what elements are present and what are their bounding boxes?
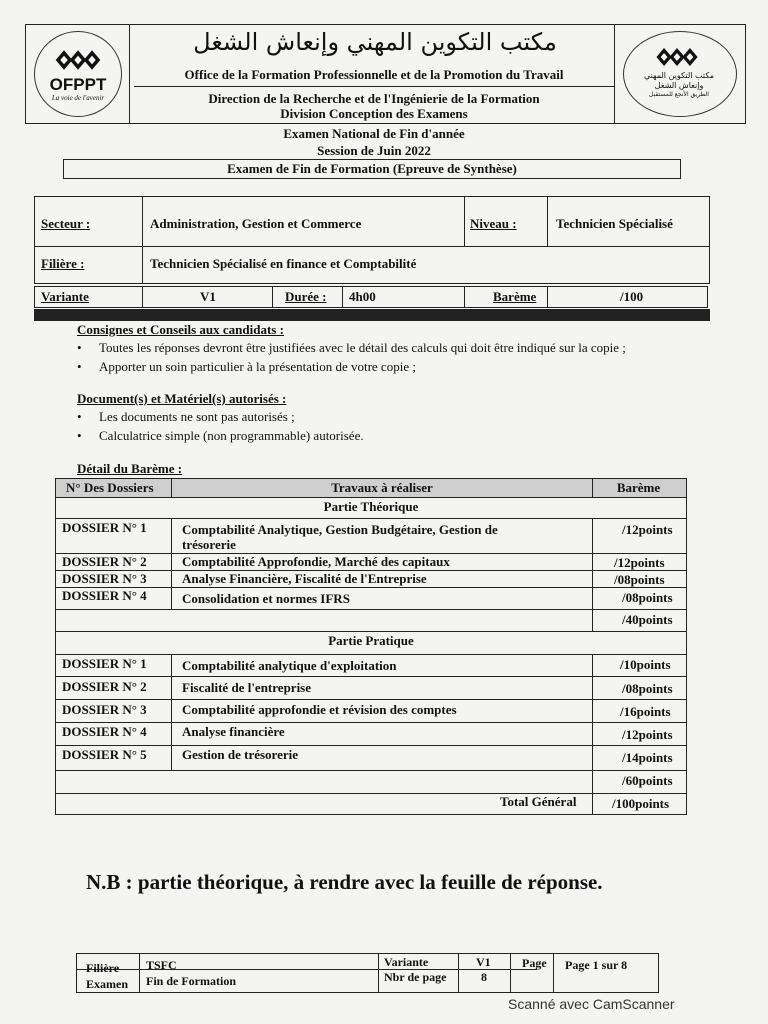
points-value: /14points: [622, 750, 673, 765]
arabic-title: مكتب التكوين المهني وإنعاش الشغل: [193, 28, 557, 56]
footer-page-label: Page: [522, 956, 547, 970]
travaux-text: Comptabilité analytique d'exploitation: [182, 658, 397, 673]
document-item: • Calculatrice simple (non programmable) autorisée.: [77, 428, 364, 443]
session: Session de Juin 2022: [317, 143, 431, 158]
total-value: /100points: [612, 796, 670, 811]
dossier-label: DOSSIER N° 3: [62, 702, 147, 717]
ofppt-logo-right: [614, 25, 745, 123]
ofppt-emblem-icon: [54, 47, 102, 73]
secteur-label: Secteur :: [41, 216, 91, 231]
logo-arabic-line-1: مكتب التكوين المهني: [643, 71, 715, 80]
consigne-text: Apporter un soin particulier à la présentation de votre copie ;: [99, 359, 416, 374]
divider: [547, 287, 548, 307]
logo-tagline: La voie de l'avenir: [51, 94, 105, 102]
dossier-label: DOSSIER N° 3: [62, 571, 147, 586]
partie-theorique-title: Partie Théorique: [323, 499, 419, 514]
points-value: /10points: [620, 657, 671, 672]
consigne-item: • Apporter un soin particulier à la présentation de votre copie ;: [77, 359, 416, 374]
dossier-label: DOSSIER N° 5: [62, 747, 147, 762]
pratique-total: /60points: [622, 773, 673, 788]
points-value: /08points: [622, 681, 673, 696]
divider: [342, 287, 343, 307]
bareme-label: Barème: [493, 289, 537, 304]
secteur-value: Administration, Gestion et Commerce: [150, 216, 362, 231]
dossier-label: DOSSIER N° 1: [62, 656, 147, 671]
filiere-label: Filière :: [41, 256, 85, 271]
footer-variante-value: V1: [476, 955, 491, 969]
divider: [464, 197, 465, 246]
divider: [272, 287, 273, 307]
travaux-text: Comptabilité Approfondie, Marché des capitaux: [182, 554, 450, 569]
divider: [142, 287, 143, 307]
travaux-text: Gestion de trésorerie: [182, 747, 298, 762]
logo-name: OFPPT: [49, 75, 107, 94]
exam-national: Examen National de Fin d'année: [283, 126, 465, 141]
variante-value: V1: [200, 289, 216, 304]
camscanner-watermark: Scanné avec CamScanner: [508, 996, 675, 1012]
travaux-text-cont: trésorerie: [182, 537, 236, 552]
dossier-label: DOSSIER N° 1: [62, 520, 147, 535]
filiere-value: Technicien Spécialisé en finance et Comptabilité: [150, 256, 417, 271]
divider: [134, 86, 614, 87]
theorique-total: /40points: [622, 612, 673, 627]
logo-arabic-line-2: وإنعاش الشغل: [654, 81, 704, 90]
duree-value: 4h00: [349, 289, 376, 304]
travaux-text: Consolidation et normes IFRS: [182, 591, 350, 606]
consigne-text: Toutes les réponses devront être justifiées avec le détail des calculs qui doit être indiqué sur la copie ;: [99, 340, 626, 355]
nb-note: N.B : partie théorique, à rendre avec la feuille de réponse.: [86, 870, 603, 894]
dossier-label: DOSSIER N° 2: [62, 679, 147, 694]
logo-oval: [34, 31, 122, 117]
exam-type-box: Examen de Fin de Formation (Epreuve de Synthèse): [63, 159, 681, 179]
niveau-value: Technicien Spécialisé: [556, 216, 673, 231]
travaux-text: Analyse financière: [182, 724, 285, 739]
document-text: Calculatrice simple (non programmable) autorisée.: [99, 428, 364, 443]
th-bareme: Barème: [616, 480, 661, 495]
footer-nbr-page-value: 8: [481, 970, 487, 984]
division-name: Division Conception des Examens: [280, 106, 468, 121]
ofppt-emblem-icon: [653, 45, 701, 69]
divider: [464, 287, 465, 307]
travaux-text: Comptabilité Analytique, Gestion Budgétaire, Gestion de: [182, 522, 498, 537]
consignes-title: Consignes et Conseils aux candidats :: [77, 322, 284, 337]
bareme-value: /100: [620, 289, 644, 304]
dossier-label: DOSSIER N° 4: [62, 588, 147, 603]
points-value: /12points: [614, 555, 665, 570]
footer-filiere-label: Filière: [86, 961, 120, 975]
footer-variante-label: Variante: [384, 955, 429, 969]
divider: [35, 246, 709, 247]
niveau-label: Niveau :: [470, 216, 517, 231]
document-text: Les documents ne sont pas autorisés ;: [99, 409, 295, 424]
divider: [547, 197, 548, 246]
consigne-item: • Toutes les réponses devront être justifiées avec le détail des calculs qui doit être indiqué sur la copie ;: [77, 340, 626, 355]
footer-examen-value: Fin de Formation: [146, 974, 236, 988]
points-value: /08points: [614, 572, 665, 587]
footer-filiere-value: TSFC: [146, 958, 177, 972]
separator-bar: [34, 309, 710, 321]
footer-nbr-page-label: Nbr de page: [384, 970, 447, 984]
points-value: /12points: [622, 727, 673, 742]
document-item: • Les documents ne sont pas autorisés ;: [77, 409, 295, 424]
travaux-text: Analyse Financière, Fiscalité de l'Entreprise: [182, 571, 427, 586]
points-value: /08points: [622, 590, 673, 605]
dossier-label: DOSSIER N° 2: [62, 554, 147, 569]
direction-name: Direction de la Recherche et de l'Ingénierie de la Formation: [208, 91, 540, 106]
travaux-text: Fiscalité de l'entreprise: [182, 680, 312, 695]
ofppt-logo-left: [26, 25, 130, 123]
points-value: /12points: [622, 522, 673, 537]
logo-arabic-line-3: الطريق الأنجع للمستقبل: [649, 91, 709, 98]
total-label: Total Général: [500, 794, 577, 809]
footer-examen-label: Examen: [86, 977, 128, 991]
footer-page-value: Page 1 sur 8: [565, 958, 628, 972]
organization-name: Office de la Formation Professionnelle et de la Promotion du Travail: [184, 67, 564, 82]
partie-pratique-title: Partie Pratique: [328, 633, 414, 648]
documents-title: Document(s) et Matériel(s) autorisés :: [77, 391, 287, 406]
points-value: /16points: [620, 704, 671, 719]
duree-label: Durée :: [285, 289, 327, 304]
dossier-label: DOSSIER N° 4: [62, 724, 147, 739]
variante-label: Variante: [41, 289, 89, 304]
th-dossiers: N° Des Dossiers: [66, 480, 154, 495]
divider: [142, 197, 143, 283]
th-travaux: Travaux à réaliser: [331, 480, 433, 495]
bareme-detail-title: Détail du Barème :: [77, 461, 183, 476]
travaux-text: Comptabilité approfondie et révision des comptes: [182, 702, 457, 717]
